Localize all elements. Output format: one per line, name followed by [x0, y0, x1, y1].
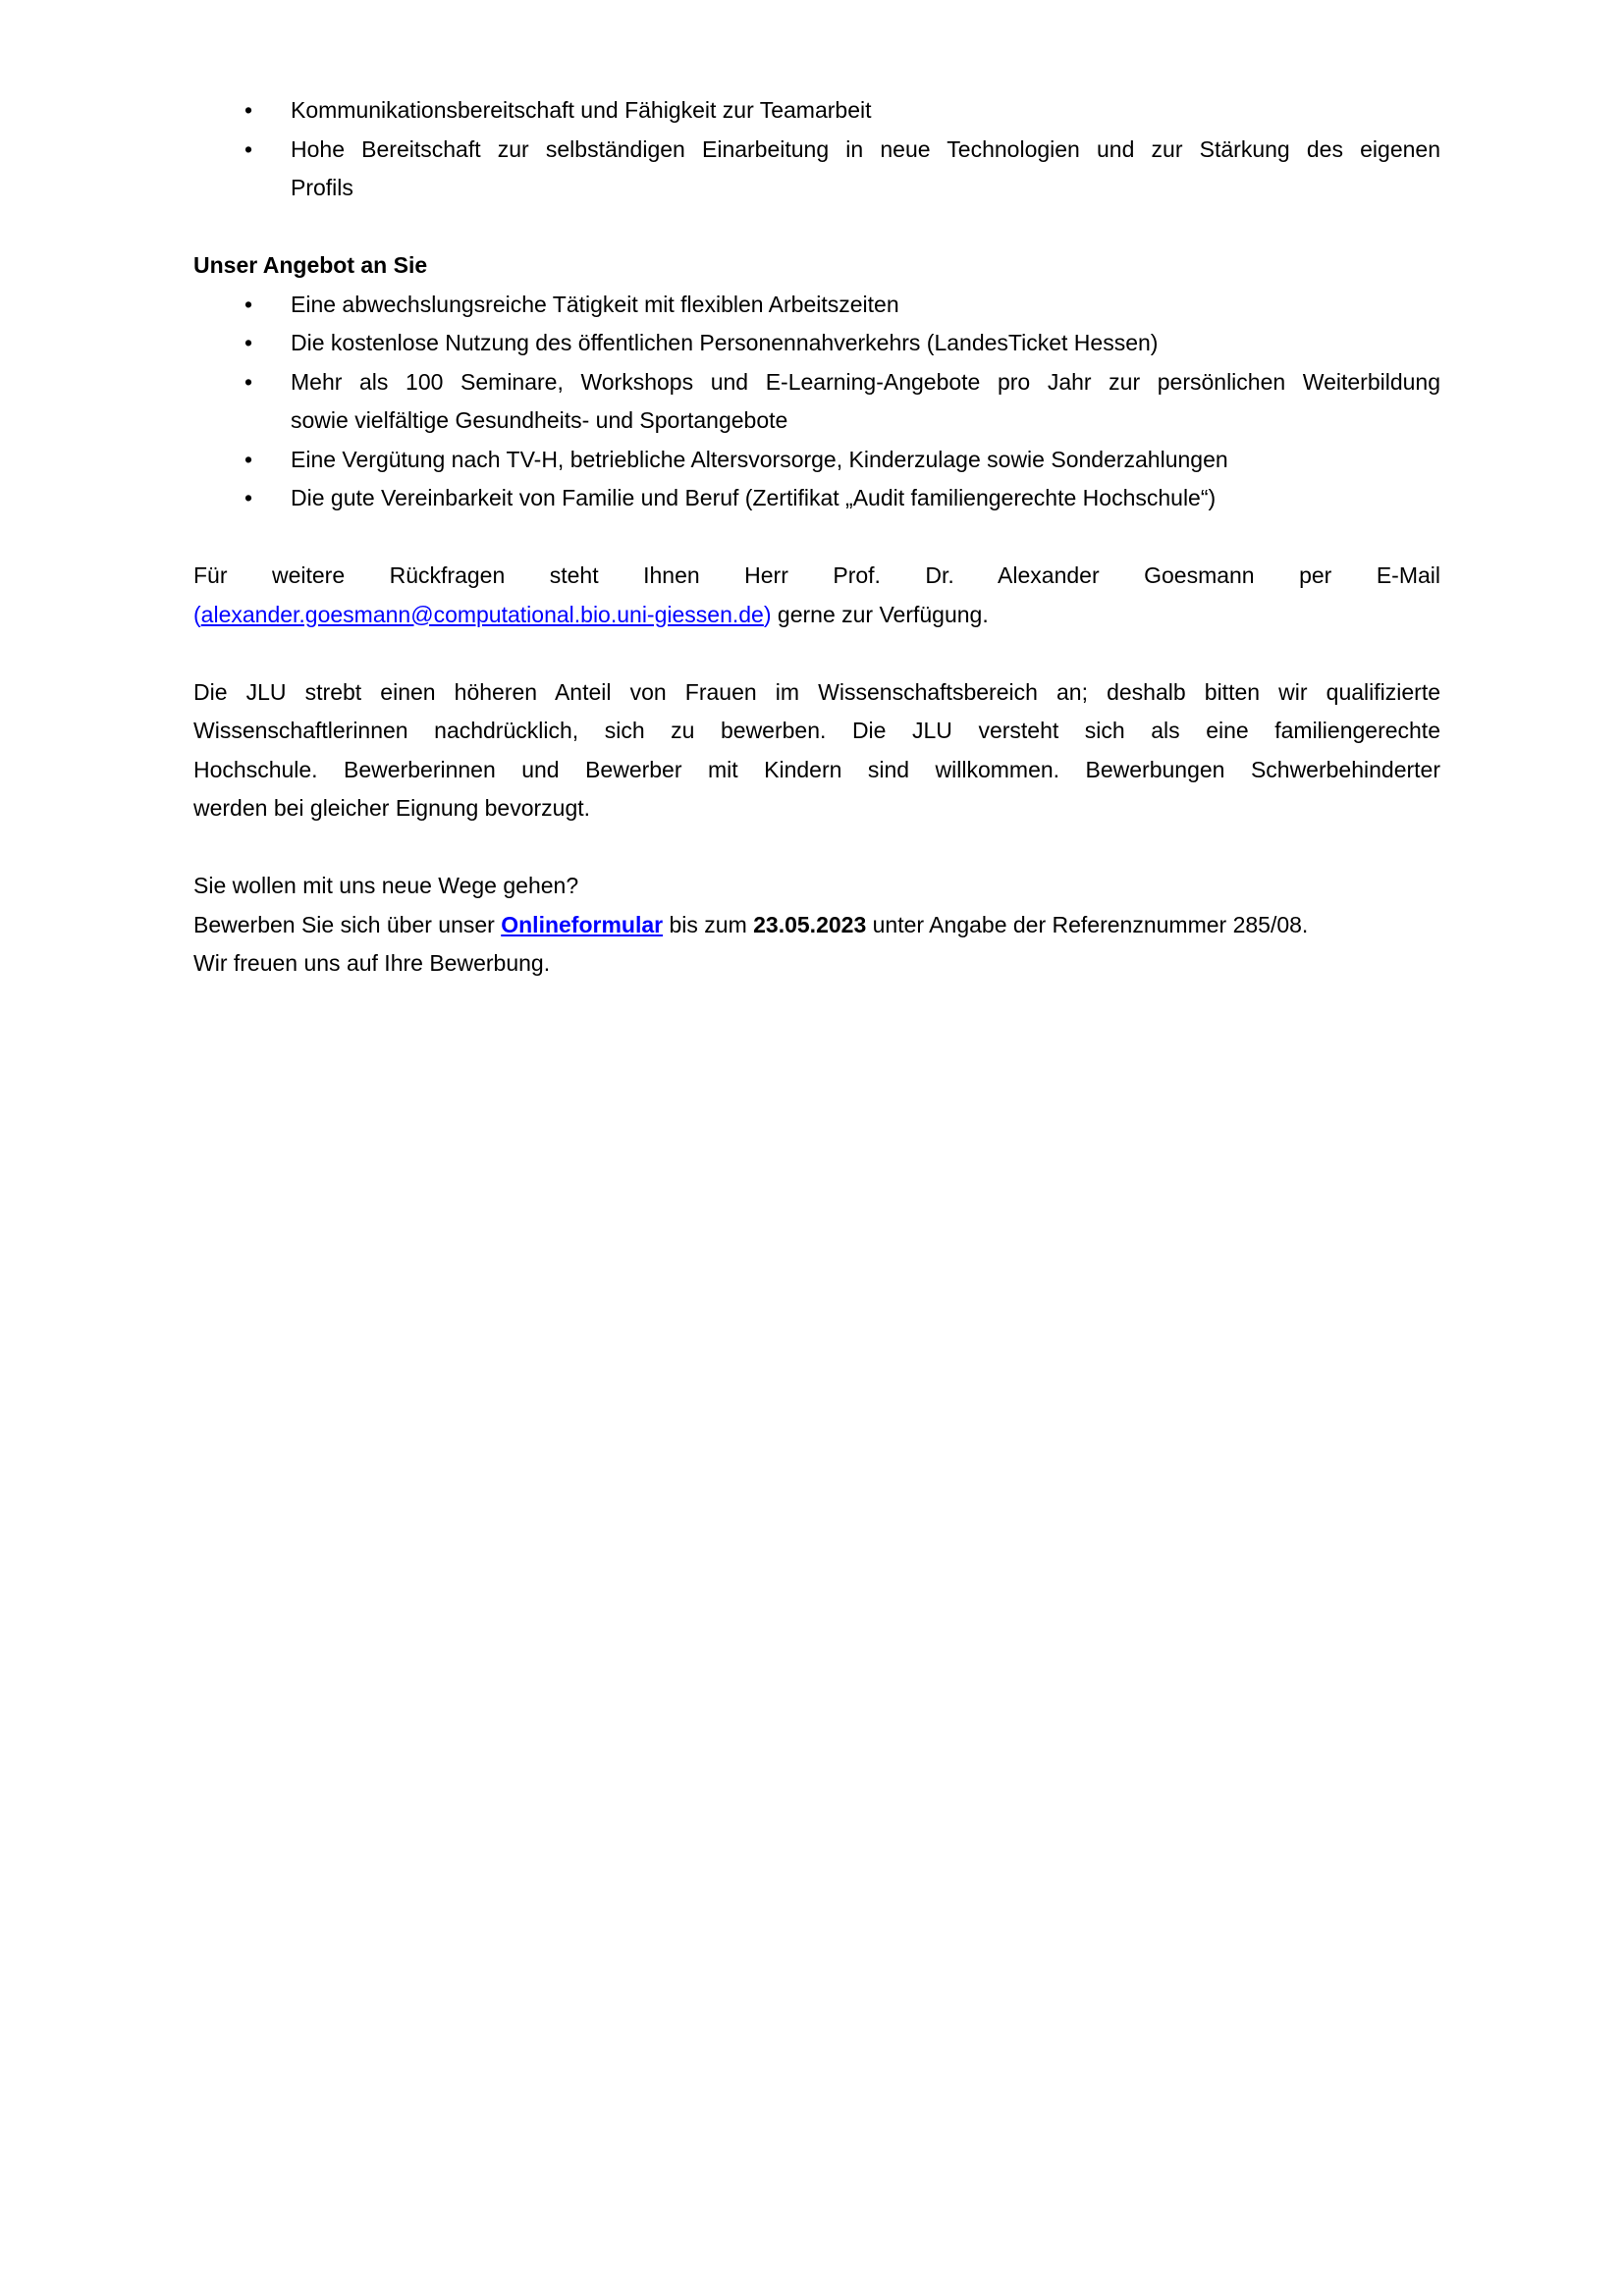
- text-segment: unter Angabe der Referenznummer 285/08.: [866, 911, 1309, 937]
- text-line: Sie wollen mit uns neue Wege gehen?: [193, 873, 579, 898]
- bullet-icon: •: [244, 485, 253, 510]
- text-line: Hohe Bereitschaft zur selbständigen Einarbeitung in neue Technologien und zur Stärkung des eigenen: [291, 135, 1440, 162]
- list-item: [193, 363, 1440, 441]
- text-line: Eine Vergütung nach TV-H, betriebliche Altersvorsorge, Kinderzulage sowie Sonderzahlungen: [291, 446, 1228, 472]
- text-line: Hochschule. Bewerberinnen und Bewerber mit Kindern sind willkommen. Bewerbungen Schwerbehinderter: [193, 756, 1440, 782]
- online-form-link[interactable]: Onlineformular: [501, 911, 664, 937]
- text-line: Für weitere Rückfragen steht Ihnen Herr Prof. Dr. Alexander Goesmann per E-Mail: [193, 562, 1440, 588]
- text-line: Profils: [291, 175, 353, 200]
- text-line: Eine abwechslungsreiche Tätigkeit mit flexiblen Arbeitszeiten: [291, 291, 899, 317]
- text-line: Die JLU strebt einen höheren Anteil von Frauen im Wissenschaftsbereich an; deshalb bitten wir qualifizierte: [193, 678, 1440, 705]
- deadline-date: 23.05.2023: [753, 911, 867, 937]
- text-line: [193, 596, 1440, 635]
- text-line: Kommunikationsbereitschaft und Fähigkeit zur Teamarbeit: [291, 97, 872, 123]
- list-item: [193, 479, 1440, 518]
- bullet-icon: •: [244, 368, 253, 395]
- text-line: Mehr als 100 Seminare, Workshops und E-Learning-Angebote pro Jahr zur persönlichen Weiterbildung: [291, 368, 1440, 395]
- bullet-icon: •: [244, 330, 253, 355]
- equality-paragraph: [193, 673, 1440, 828]
- list-item: [193, 131, 1440, 208]
- list-item: [193, 91, 1440, 131]
- paren-close: ): [763, 601, 772, 627]
- bullet-icon: •: [244, 97, 253, 123]
- bullet-icon: •: [244, 135, 253, 162]
- text-line: Die gute Vereinbarkeit von Familie und Beruf (Zertifikat „Audit familiengerechte Hochschule“): [291, 485, 1217, 510]
- apply-paragraph: [193, 867, 1440, 984]
- text-line: Wissenschaftlerinnen nachdrücklich, sich zu bewerben. Die JLU versteht sich als eine familiengerechte: [193, 718, 1440, 743]
- text-line: sowie vielfältige Gesundheits- und Sportangebote: [291, 407, 788, 433]
- text-line: Wir freuen uns auf Ihre Bewerbung.: [193, 950, 551, 976]
- paren-open: (: [193, 601, 201, 627]
- list-item: [193, 441, 1440, 480]
- email-link[interactable]: alexander.goesmann@computational.bio.uni-giessen.de: [200, 601, 764, 627]
- contact-paragraph: [193, 557, 1440, 634]
- bullet-icon: •: [244, 446, 253, 472]
- section-heading: Unser Angebot an Sie: [193, 252, 428, 278]
- text-line: Die kostenlose Nutzung des öffentlichen Personennahverkehrs (LandesTicket Hessen): [291, 330, 1159, 355]
- bullet-icon: •: [244, 291, 253, 317]
- text-segment: gerne zur Verfügung.: [771, 601, 989, 627]
- text-segment: Bewerben Sie sich über unser: [193, 911, 502, 937]
- bullet-list-profile: [193, 91, 1440, 208]
- text-segment: bis zum: [663, 911, 754, 937]
- list-item: [193, 286, 1440, 325]
- text-line: [193, 906, 1440, 945]
- bullet-list-offer: [193, 286, 1440, 518]
- text-line: werden bei gleicher Eignung bevorzugt.: [193, 795, 591, 821]
- list-item: [193, 324, 1440, 363]
